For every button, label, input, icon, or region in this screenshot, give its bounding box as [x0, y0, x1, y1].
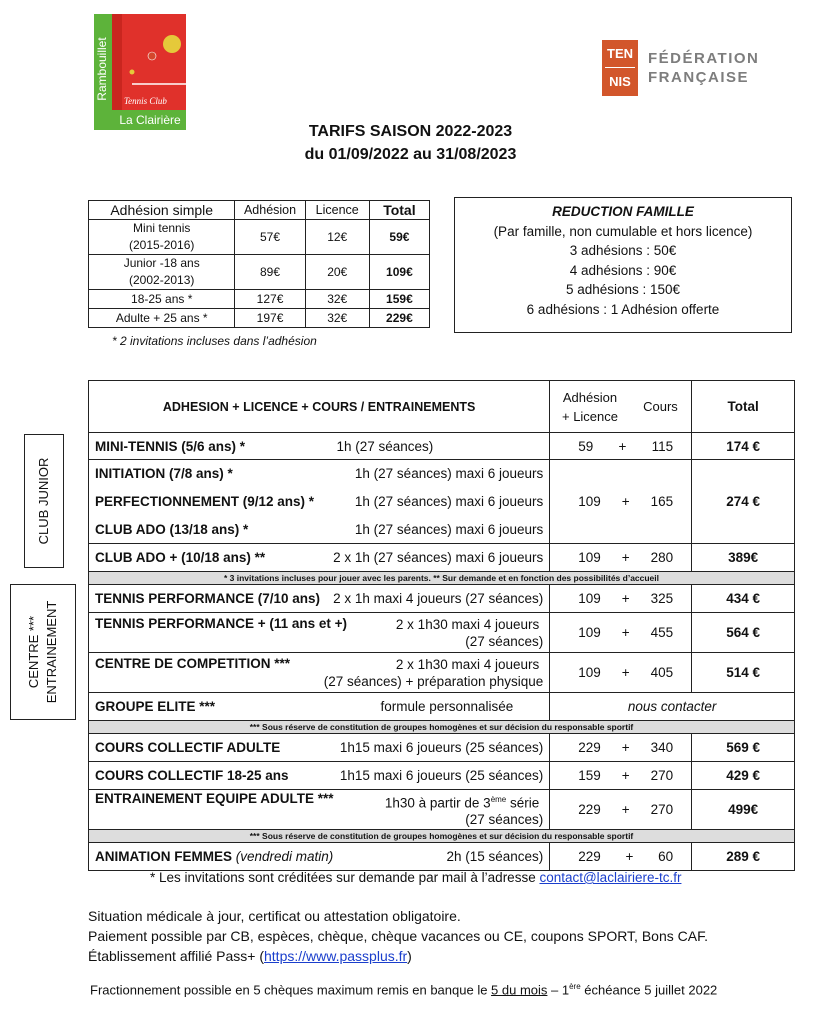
- adhesion-value: 109: [578, 494, 601, 509]
- total-cell: 499€: [692, 790, 795, 830]
- title-line1: TARIFS SAISON 2022-2023: [308, 123, 513, 140]
- activity-desc: 1h15 maxi 6 joueurs (25 séances): [339, 740, 544, 755]
- price-cell: [550, 460, 692, 544]
- activity-desc: 2 x 1h maxi 4 joueurs (27 séances): [333, 591, 544, 606]
- fft-line1: FÉDÉRATION: [648, 50, 760, 67]
- adhesion-cell: 197€: [235, 309, 305, 328]
- activity-cell: [89, 488, 550, 516]
- table-row: [89, 460, 795, 488]
- cours-value: 340: [650, 740, 674, 755]
- activity-name: MINI-TENNIS (5/6 ans) *: [95, 438, 246, 454]
- contact-cell: nous contacter: [550, 693, 795, 721]
- plus-sign: +: [621, 591, 630, 606]
- desc-part: 1h30 à partir de 3: [384, 795, 491, 811]
- desc-line1: 2 x 1h30 maxi 4 joueurs: [395, 656, 540, 672]
- activity-cell: [89, 433, 550, 460]
- total-cell: 229€: [369, 309, 429, 328]
- adhesion-cell: 57€: [235, 220, 305, 255]
- header-cell: Adhésion simple: [89, 201, 235, 220]
- fft-logo: [602, 40, 792, 98]
- fraction-sup: ère: [569, 982, 581, 991]
- activity-name: CLUB ADO + (10/18 ans) **: [95, 550, 266, 565]
- table-row: [89, 762, 795, 790]
- adhesion-cell: 127€: [235, 290, 305, 309]
- total-cell: 569 €: [692, 734, 795, 762]
- header-total: Total: [692, 381, 795, 433]
- cours-value: 405: [650, 665, 674, 680]
- club-junior-text: CLUB JUNIOR: [36, 457, 51, 545]
- table-row: [89, 309, 430, 328]
- total-cell: 174 €: [692, 433, 795, 460]
- header-cell: Licence: [305, 201, 369, 220]
- total-cell: 274 €: [692, 460, 795, 544]
- licence-cell: 12€: [305, 220, 369, 255]
- adhesion-value: 109: [578, 665, 601, 680]
- activity-desc: 1h (27 séances) maxi 6 joueurs: [354, 521, 544, 537]
- fraction-text: échéance 5 juillet 2022: [580, 982, 718, 998]
- note-row: [89, 830, 795, 843]
- header-adhesion: [550, 381, 630, 433]
- adhesion-value: 229: [578, 802, 601, 817]
- page-title: [0, 120, 821, 166]
- age-label: Junior -18 ans: [123, 256, 200, 270]
- price-cell: [550, 734, 692, 762]
- adhesion-note: * 2 invitations incluses dans l’adhésion: [112, 334, 317, 348]
- activity-desc: 2h (15 séances): [446, 849, 544, 864]
- table-row: [89, 843, 795, 871]
- desc-sup: ème: [490, 794, 507, 804]
- centre-line2: ENTRAINEMENT: [44, 600, 59, 704]
- activity-name: [95, 849, 333, 864]
- cours-value: 165: [650, 494, 674, 509]
- famille-line: 5 adhésions : 150€: [565, 282, 681, 297]
- total-cell: 159€: [369, 290, 429, 309]
- total-cell: 564 €: [692, 613, 795, 653]
- price-cell: [550, 762, 692, 790]
- price-cell: [550, 790, 692, 830]
- plus-sign: +: [621, 802, 630, 817]
- table-row: [89, 693, 795, 721]
- note-row: [89, 572, 795, 585]
- note-text: *** Sous réserve de constitution de groupes homogènes et sur décision du responsable sportif: [89, 830, 795, 843]
- total-cell: 429 €: [692, 762, 795, 790]
- desc-line1: [385, 791, 543, 812]
- plus-sign: +: [621, 740, 630, 755]
- footer-line: Paiement possible par CB, espèces, chèque, chèque vacances ou CE, coupons SPORT, Bons CAF.: [88, 928, 708, 944]
- activity-name: TENNIS PERFORMANCE (7/10 ans): [95, 591, 321, 606]
- activity-name: INITIATION (7/8 ans) *: [95, 466, 233, 482]
- price-cell: [550, 843, 692, 871]
- licence-cell: 32€: [305, 290, 369, 309]
- activity-name: COURS COLLECTIF ADULTE: [95, 740, 281, 755]
- activity-name-sub: (vendredi matin): [235, 849, 334, 864]
- header-cell: Total: [369, 201, 429, 220]
- club-logo-city: Rambouillet: [95, 37, 109, 101]
- activity-cell: [89, 843, 550, 871]
- centre-entrainement-label: [10, 584, 76, 720]
- plus-sign: +: [621, 768, 630, 783]
- age-cell: Adulte + 25 ans *: [89, 309, 235, 328]
- table-header-row: [89, 381, 795, 433]
- note-text: * 3 invitations incluses pour jouer avec les parents. ** Sur demande et en fonction des possibilités d’accueil: [89, 572, 795, 585]
- activity-name: TENNIS PERFORMANCE + (11 ans et +): [95, 615, 348, 631]
- adhesion-value: 159: [578, 768, 601, 783]
- header-cours: Cours: [630, 381, 692, 433]
- table-row: [89, 433, 795, 460]
- footer-line: [88, 946, 708, 966]
- plus-sign: +: [618, 438, 627, 454]
- licence-cell: 20€: [305, 255, 369, 290]
- desc-part: série: [506, 795, 540, 811]
- famille-line: 3 adhésions : 50€: [569, 243, 677, 258]
- fractionnement-note: [90, 982, 717, 997]
- invitation-note-text: * Les invitations sont créditées sur demande par mail à l’adresse: [150, 870, 540, 885]
- table-row: [89, 290, 430, 309]
- age-years: (2015-2016): [129, 238, 195, 252]
- contact-email-link[interactable]: contact@laclairiere-tc.fr: [539, 870, 682, 885]
- cours-value: 270: [650, 802, 674, 817]
- famille-line: (Par famille, non cumulable et hors licence): [493, 223, 753, 239]
- plus-sign: +: [621, 494, 630, 509]
- price-cell: [550, 653, 692, 693]
- price-cell: [550, 585, 692, 613]
- footer-info: [88, 906, 708, 966]
- age-label: Mini tennis: [133, 221, 191, 235]
- reduction-famille-box: [454, 197, 792, 333]
- cours-value: 280: [650, 550, 674, 565]
- club-logo-place: La Clairière: [119, 113, 181, 127]
- age-cell: 18-25 ans *: [89, 290, 235, 309]
- club-logo-name: Tennis Club: [124, 96, 167, 106]
- fft-mark: [602, 40, 638, 96]
- activity-cell: [89, 544, 550, 572]
- adhesion-value: 229: [578, 740, 601, 755]
- activity-cell: [89, 762, 550, 790]
- activity-cell: [89, 790, 550, 830]
- adhesion-value: 109: [578, 550, 601, 565]
- adhesion-value: 109: [578, 625, 601, 640]
- total-cell: 389€: [692, 544, 795, 572]
- activity-name: GROUPE ELITE ***: [95, 699, 216, 714]
- cours-value: 455: [650, 625, 674, 640]
- table-row: [89, 653, 795, 693]
- main-pricing-table: [88, 380, 795, 871]
- total-cell: 289 €: [692, 843, 795, 871]
- adhesion-value: 59: [578, 438, 594, 454]
- activity-desc: formule personnalisée: [380, 699, 514, 714]
- table-row: [89, 220, 430, 255]
- total-cell: 59€: [369, 220, 429, 255]
- activity-cell: [89, 460, 550, 488]
- title-line2: du 01/09/2022 au 31/08/2023: [304, 146, 517, 163]
- cours-value: 325: [650, 591, 674, 606]
- fft-line2: FRANÇAISE: [648, 69, 750, 86]
- famille-line: 4 adhésions : 90€: [569, 262, 677, 278]
- famille-line: 6 adhésions : 1 Adhésion offerte: [526, 301, 720, 317]
- header-adh2: + Licence: [561, 408, 618, 424]
- header-adh1: Adhésion: [562, 389, 618, 405]
- plus-sign: +: [621, 665, 630, 680]
- passplus-link[interactable]: https://www.passplus.fr: [264, 948, 408, 964]
- table-row: [89, 734, 795, 762]
- table-row: [89, 544, 795, 572]
- adhesion-simple-table: [88, 200, 430, 328]
- cours-value: 60: [658, 849, 674, 864]
- activity-cell: [89, 613, 550, 653]
- fraction-text: – 1: [547, 982, 570, 998]
- cours-value: 270: [650, 768, 674, 783]
- centre-entrainement-text: [25, 601, 61, 704]
- age-cell: [89, 255, 235, 290]
- activity-name: COURS COLLECTIF 18-25 ans: [95, 768, 289, 783]
- activity-desc: 1h (27 séances) maxi 6 joueurs: [354, 466, 544, 482]
- plus-sign: +: [621, 550, 630, 565]
- note-row: [89, 721, 795, 734]
- cours-value: 115: [651, 438, 674, 454]
- activity-desc: 1h (27 séances) maxi 6 joueurs: [354, 494, 544, 509]
- fft-mark-top: TEN: [607, 46, 633, 61]
- licence-cell: 32€: [305, 309, 369, 328]
- activity-desc: 2 x 1h (27 séances) maxi 6 joueurs: [333, 550, 544, 565]
- fraction-underlined: 5 du mois: [491, 982, 548, 998]
- activity-cell: [89, 734, 550, 762]
- plus-sign: +: [621, 625, 630, 640]
- total-cell: 434 €: [692, 585, 795, 613]
- activity-name-main: ANIMATION FEMMES: [95, 849, 232, 864]
- header-label: ADHESION + LICENCE + COURS / ENTRAINEMENTS: [89, 381, 550, 433]
- activity-cell: [89, 653, 550, 693]
- total-cell: 514 €: [692, 653, 795, 693]
- price-cell: [550, 544, 692, 572]
- adhesion-value: 109: [578, 591, 601, 606]
- table-row: [89, 585, 795, 613]
- footer-text: ): [407, 948, 412, 964]
- fraction-text: Fractionnement possible en 5 chèques maximum remis en banque le: [90, 982, 492, 998]
- header-cell: Adhésion: [235, 201, 305, 220]
- activity-name: PERFECTIONNEMENT (9/12 ans) *: [95, 494, 315, 509]
- table-header-row: [89, 201, 430, 220]
- activity-name: CLUB ADO (13/18 ans) *: [95, 521, 249, 537]
- activity-cell: [89, 693, 550, 721]
- famille-title: REDUCTION FAMILLE: [552, 204, 694, 219]
- desc-line1: 2 x 1h30 maxi 4 joueurs: [395, 616, 540, 632]
- centre-line1: CENTRE ***: [26, 615, 41, 689]
- club-logo: [92, 14, 186, 130]
- invitation-note: [150, 870, 681, 885]
- club-junior-label: [24, 434, 64, 568]
- activity-desc: 1h15 maxi 6 joueurs (25 séances): [339, 768, 544, 783]
- table-row: [89, 790, 795, 830]
- desc-line2: (27 séances) + préparation physique: [323, 673, 544, 689]
- fft-mark-bottom: NIS: [609, 74, 631, 89]
- activity-name: ENTRAINEMENT EQUIPE ADULTE ***: [95, 790, 334, 806]
- table-row: [89, 613, 795, 653]
- footer-line: Situation médicale à jour, certificat ou attestation obligatoire.: [88, 908, 461, 924]
- desc-line2: (27 séances): [465, 633, 544, 649]
- activity-name: CENTRE DE COMPETITION ***: [95, 655, 291, 671]
- footer-text: Établissement affilié Pass+ (: [88, 948, 264, 964]
- activity-cell: [89, 585, 550, 613]
- activity-desc: [385, 791, 543, 829]
- desc-line2: (27 séances): [465, 812, 544, 828]
- price-cell: [550, 433, 692, 460]
- activity-desc: [324, 656, 544, 690]
- table-row: [89, 255, 430, 290]
- adhesion-cell: 89€: [235, 255, 305, 290]
- price-cell: [550, 613, 692, 653]
- activity-desc: 1h (27 séances): [336, 438, 434, 454]
- note-text: *** Sous réserve de constitution de groupes homogènes et sur décision du responsable sportif: [89, 721, 795, 734]
- adhesion-value: 229: [578, 849, 601, 864]
- activity-cell: [89, 516, 550, 544]
- activity-desc: [396, 616, 543, 650]
- age-cell: [89, 220, 235, 255]
- total-cell: 109€: [369, 255, 429, 290]
- age-years: (2002-2013): [129, 273, 195, 287]
- plus-sign: +: [625, 849, 634, 864]
